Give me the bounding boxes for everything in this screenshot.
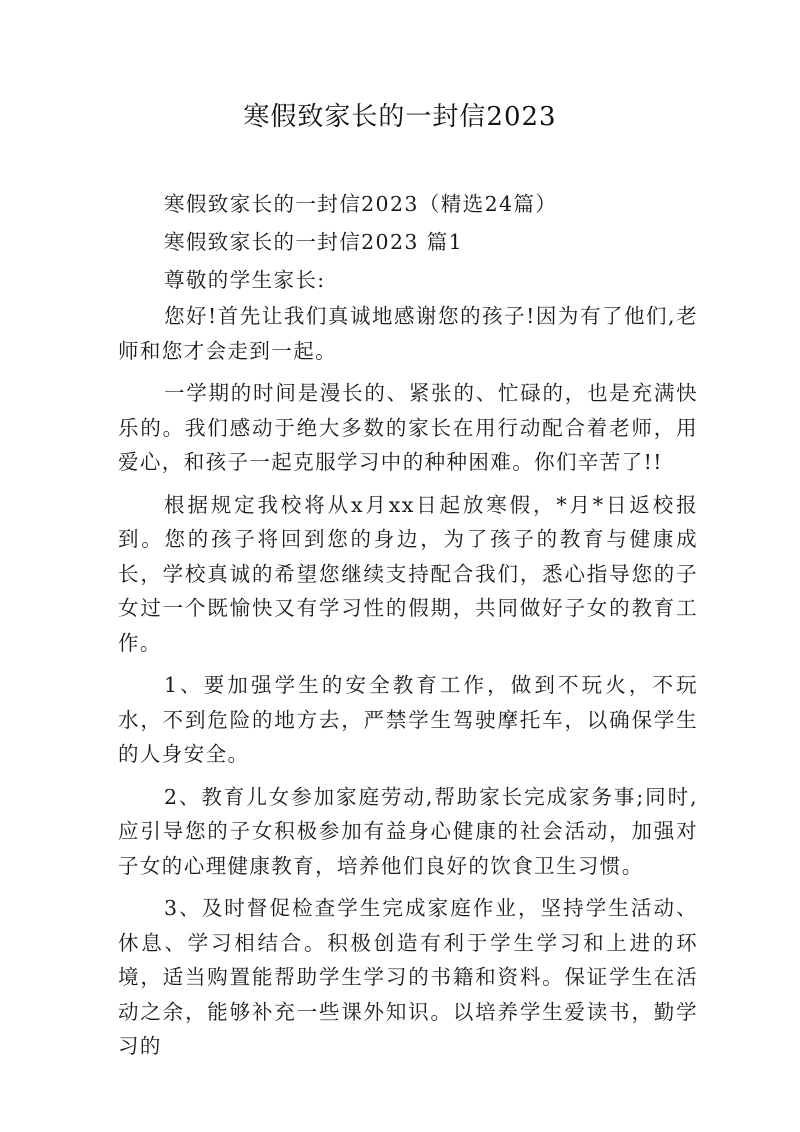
paragraph-semester: 一学期的时间是漫长的、紧张的、忙碌的，也是充满快乐的。我们感动于绝大多数的家长在用行动配合着老师，用爱心，和孩子一起克服学习中的种种困难。你们辛苦了!! [118, 381, 698, 474]
paragraph-item-3-homework: 3、及时督促检查学生完成家庭作业，坚持学生活动、休息、学习相结合。积极创造有利于学生学习和上进的环境，适当购置能帮助学生学习的书籍和资料。保证学生在活动之余，能够补充一些课外知识。以培养学生爱读书，勤学习的 [118, 896, 698, 1058]
section-heading: 寒假致家长的一封信2023 篇1 [164, 230, 464, 254]
document-title: 寒假致家长的一封信2023 [243, 102, 557, 132]
paragraph-holiday-notice: 根据规定我校将从x月xx日起放寒假，*月*日返校报到。您的孩子将回到您的身边，为了孩子的教育与健康成长，学校真诚的希望您继续支持配合我们，悉心指导您的子女过一个既愉快又有学习性的假期，共同做好子女的教育工作。 [118, 492, 698, 655]
document-body [118, 185, 698, 1072]
paragraph-item-1-safety: 1、要加强学生的安全教育工作，做到不玩火，不玩水，不到危险的地方去，严禁学生驾驶摩托车，以确保学生的人身安全。 [118, 673, 698, 766]
document-subtitle: 寒假致家长的一封信2023（精选24篇） [164, 192, 558, 216]
paragraph-item-2-housework: 2、教育儿女参加家庭劳动,帮助家长完成家务事;同时,应引导您的子女积极参加有益身心健康的社会活动，加强对子女的心理健康教育，培养他们良好的饮食卫生习惯。 [118, 784, 698, 878]
salutation: 尊敬的学生家长: [164, 268, 326, 292]
paragraph-greeting: 您好!首先让我们真诚地感谢您的孩子!因为有了他们,老师和您才会走到一起。 [118, 304, 698, 363]
